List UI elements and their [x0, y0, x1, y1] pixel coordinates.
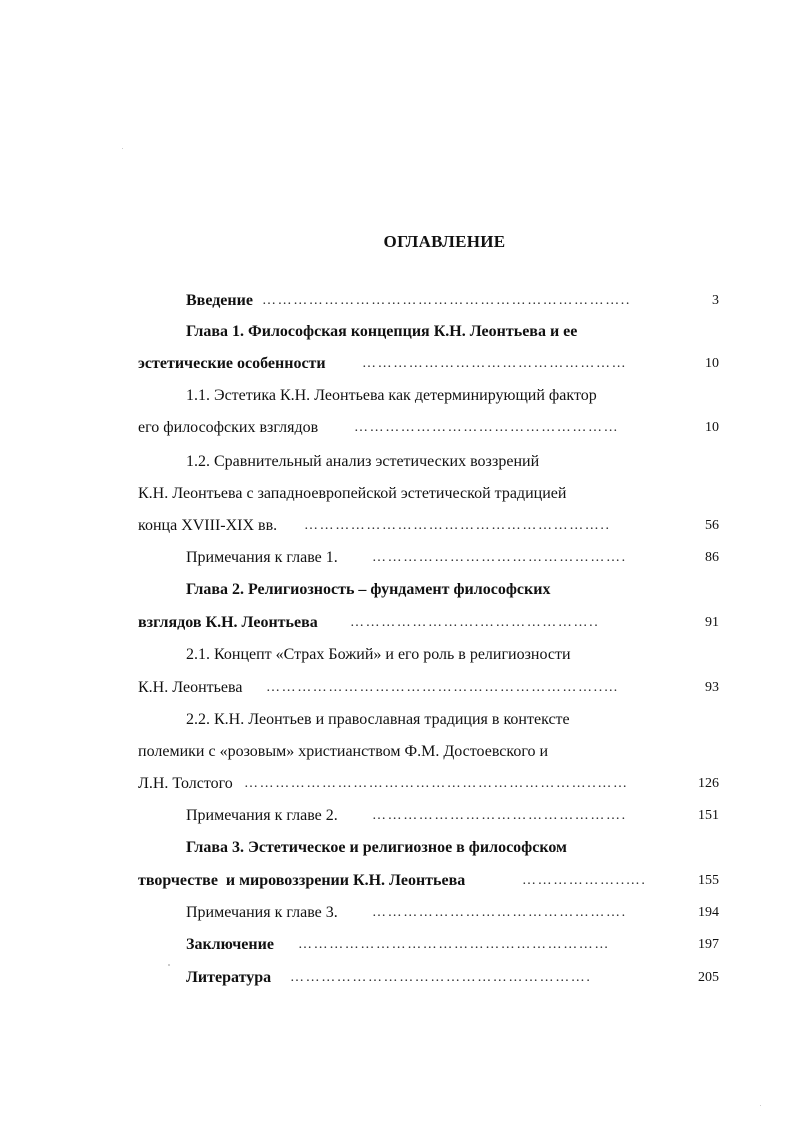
- toc-entry-label: 2.1. Концепт «Страх Божий» и его роль в религиозности: [186, 646, 571, 663]
- toc-page-number: 151: [698, 808, 719, 823]
- toc-entry-section-1-2-line-3: [0, 514, 793, 538]
- scan-speck: [122, 148, 123, 149]
- toc-entry-section-1-1-line-1: [0, 384, 793, 408]
- toc-entry-section-2-1-line-2: [0, 676, 793, 700]
- toc-leader-dots: ……………………………………………: [354, 420, 620, 435]
- scan-speck: [168, 964, 170, 966]
- toc-leader-dots: ………………………………………….: [372, 905, 627, 920]
- toc-page-number: 194: [698, 905, 719, 920]
- toc-entry-label: Литература: [186, 969, 272, 986]
- toc-page-number: 10: [705, 420, 719, 435]
- toc-page-number: 10: [705, 356, 719, 371]
- toc-entry-label: взглядов К.Н. Леонтьева: [138, 614, 318, 631]
- toc-entry-label: Введение: [186, 292, 253, 309]
- toc-entry-label: К.Н. Леонтьева с западноевропейской эстетической традицией: [138, 485, 567, 502]
- toc-entry-bibliography: [0, 966, 793, 990]
- toc-entry-label: Глава 2. Религиозность – фундамент философских: [186, 581, 551, 598]
- toc-page-number: 126: [698, 776, 719, 791]
- toc-entry-label: Л.Н. Толстого: [138, 775, 233, 792]
- toc-entry-chapter-1-line-2: [0, 352, 793, 376]
- page-title: ОГЛАВЛЕНИЕ: [383, 232, 506, 251]
- toc-leader-dots: ………………..….: [522, 873, 647, 888]
- toc-entry-label: его философских взглядов: [138, 419, 319, 436]
- toc-leader-dots: ……………………………………………………………..: [262, 293, 631, 308]
- toc-leader-dots: …………………………………………………..: [304, 518, 611, 533]
- toc-entry-section-2-2-line-1: [0, 708, 793, 732]
- toc-entry-introduction: [0, 289, 793, 313]
- toc-entry-section-2-2-line-2: [0, 740, 793, 764]
- toc-entry-section-1-2-line-1: [0, 450, 793, 474]
- toc-page-number: 93: [705, 680, 719, 695]
- toc-entry-section-2-1-line-1: [0, 643, 793, 667]
- scan-speck: [760, 1105, 761, 1106]
- toc-leader-dots: ………………………………………………….: [290, 970, 592, 985]
- toc-entry-chapter-2-line-1: [0, 578, 793, 602]
- toc-entry-notes-1: [0, 546, 793, 570]
- toc-page-number: 197: [698, 937, 719, 952]
- toc-page-number: 155: [698, 873, 719, 888]
- toc-page-number: 3: [712, 293, 719, 308]
- toc-leader-dots: ……………………………………………………: [298, 937, 610, 952]
- toc-page-number: 91: [705, 615, 719, 630]
- toc-entry-section-1-2-line-2: [0, 482, 793, 506]
- toc-entry-section-1-1-line-2: [0, 416, 793, 440]
- toc-entry-label: 1.2. Сравнительный анализ эстетических воззрений: [186, 453, 540, 470]
- toc-entry-chapter-2-line-2: [0, 611, 793, 635]
- toc-entry-notes-2: [0, 804, 793, 828]
- toc-entry-chapter-3-line-2: [0, 869, 793, 893]
- toc-entry-label: Глава 3. Эстетическое и религиозное в философском: [186, 839, 567, 856]
- toc-entry-label: Примечания к главе 3.: [186, 904, 338, 921]
- toc-entry-label: полемики с «розовым» христианством Ф.М. Достоевского и: [138, 743, 549, 760]
- toc-entry-section-2-2-line-3: [0, 772, 793, 796]
- toc-leader-dots: ……………………………………………: [362, 356, 628, 371]
- toc-entry-label: К.Н. Леонтьева: [138, 679, 243, 696]
- toc-entry-label: эстетические особенности: [138, 355, 326, 372]
- toc-entry-label: конца XVIII-XIX вв.: [138, 517, 278, 534]
- toc-entry-label: Глава 1. Философская концепция К.Н. Леонтьева и ее: [186, 323, 578, 340]
- toc-entry-notes-3: [0, 901, 793, 925]
- toc-entry-label: творчестве и мировоззрении К.Н. Леонтьева: [138, 872, 466, 889]
- toc-page-number: 56: [705, 518, 719, 533]
- toc-leader-dots: …………………….…………………..: [350, 615, 600, 630]
- toc-entry-chapter-3-line-1: [0, 836, 793, 860]
- toc-page-number: 205: [698, 970, 719, 985]
- toc-leader-dots: …………………………………………………………..……: [244, 776, 629, 791]
- toc-leader-dots: ………………………………………….: [372, 550, 627, 565]
- toc-leader-dots: ………………………………………….: [372, 808, 627, 823]
- toc-leader-dots: ………………………………………………………..…: [266, 680, 620, 695]
- toc-entry-chapter-1-line-1: [0, 320, 793, 344]
- toc-entry-label: Примечания к главе 1.: [186, 549, 338, 566]
- toc-entry-label: Примечания к главе 2.: [186, 807, 338, 824]
- toc-page-number: 86: [705, 550, 719, 565]
- toc-entry-conclusion: [0, 933, 793, 957]
- toc-entry-label: 1.1. Эстетика К.Н. Леонтьева как детерминирующий фактор: [186, 387, 597, 404]
- toc-entry-label: 2.2. К.Н. Леонтьев и православная традиция в контексте: [186, 711, 570, 728]
- toc-entry-label: Заключение: [186, 936, 274, 953]
